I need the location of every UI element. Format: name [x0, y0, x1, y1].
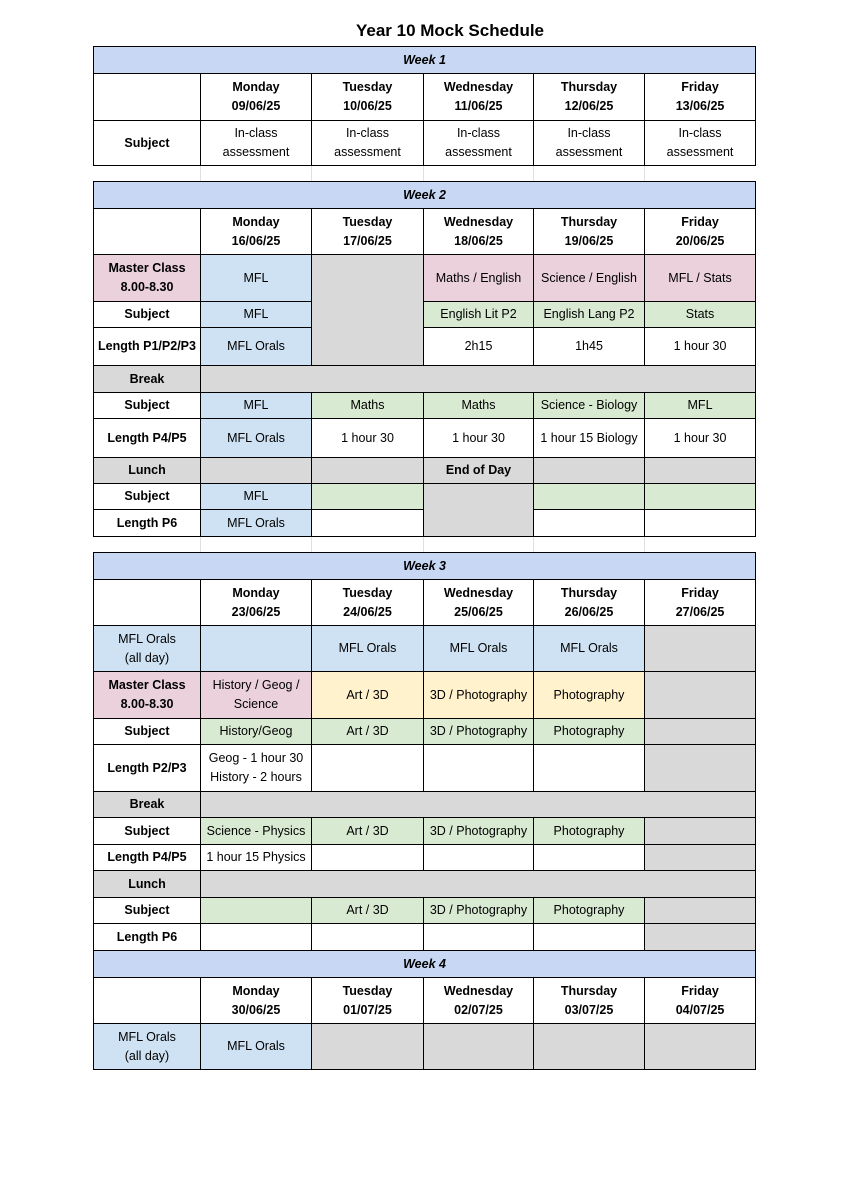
week3-mon-length1: Geog - 1 hour 30 History - 2 hours [201, 745, 312, 792]
gap-row [94, 166, 756, 182]
week3-subject3-row [94, 898, 756, 924]
week2-lunch-row [94, 458, 756, 484]
week2-master-label: Master Class 8.00-8.30 [94, 255, 201, 302]
week2-tue-subject3 [312, 484, 424, 510]
week2-wed-length2: 1 hour 30 [424, 419, 534, 458]
week3-break-label: Break [94, 792, 201, 818]
week2-header-row [94, 182, 756, 209]
week3-days-row [94, 580, 756, 626]
week2-fri-length2: 1 hour 30 [645, 419, 756, 458]
week4-title: Week 4 [94, 951, 756, 978]
week2-mon-length1: MFL Orals [201, 328, 312, 366]
week2-day-wednesday: Wednesday 18/06/25 [424, 209, 534, 255]
week3-fri-blocked [645, 626, 756, 672]
page-title: Year 10 Mock Schedule [355, 21, 545, 40]
week3-day-thursday: Thursday 26/06/25 [534, 580, 645, 626]
week2-day-thursday: Thursday 19/06/25 [534, 209, 645, 255]
week2-mon-length2: MFL Orals [201, 419, 312, 458]
week3-length2-label: Length P4/P5 [94, 845, 201, 871]
week4-orals-label: MFL Orals (all day) [94, 1024, 201, 1070]
week3-tue-master: Art / 3D [312, 672, 424, 719]
week3-thu-orals: MFL Orals [534, 626, 645, 672]
week2-length2-row [94, 419, 756, 458]
week2-lunch-label: Lunch [94, 458, 201, 484]
week1-tue-assessment: In-class assessment [312, 121, 424, 166]
week2-wed-length1: 2h15 [424, 328, 534, 366]
week2-length1-row [94, 328, 756, 366]
week1-subject-label: Subject [94, 121, 201, 166]
week3-orals-row [94, 626, 756, 672]
week3-orals-label: MFL Orals (all day) [94, 626, 201, 672]
week2-break-label: Break [94, 366, 201, 393]
week2-day-monday: Monday 16/06/25 [201, 209, 312, 255]
week3-day-tuesday: Tuesday 24/06/25 [312, 580, 424, 626]
week3-mon-subject2: Science - Physics [201, 818, 312, 845]
week3-length1-row [94, 745, 756, 792]
week2-subject2-label: Subject [94, 393, 201, 419]
week3-master-row [94, 672, 756, 719]
week2-subject1-row [94, 302, 756, 328]
week4-day-thursday: Thursday 03/07/25 [534, 978, 645, 1024]
week2-mon-subject1: MFL [201, 302, 312, 328]
week3-tue-subject3: Art / 3D [312, 898, 424, 924]
week4-day-monday: Monday 30/06/25 [201, 978, 312, 1024]
week1-days-row [94, 74, 756, 121]
week1-corner [94, 74, 201, 121]
week2-wed-subject2: Maths [424, 393, 534, 419]
week3-wed-subject2: 3D / Photography [424, 818, 534, 845]
week3-subject1-label: Subject [94, 719, 201, 745]
week4-day-friday: Friday 04/07/25 [645, 978, 756, 1024]
week3-thu-subject2: Photography [534, 818, 645, 845]
week2-subject3-label: Subject [94, 484, 201, 510]
week2-length1-label: Length P1/P2/P3 [94, 328, 201, 366]
week1-mon-assessment: In-class assessment [201, 121, 312, 166]
week2-thu-subject2: Science - Biology [534, 393, 645, 419]
week3-wed-orals: MFL Orals [424, 626, 534, 672]
week2-thu-master: Science / English [534, 255, 645, 302]
week1-title: Week 1 [94, 47, 756, 74]
week2-title: Week 2 [94, 182, 756, 209]
week1-day-thursday: Thursday 12/06/25 [534, 74, 645, 121]
week2-subject2-row [94, 393, 756, 419]
week1-day-wednesday: Wednesday 11/06/25 [424, 74, 534, 121]
week2-corner [94, 209, 201, 255]
week2-fri-master: MFL / Stats [645, 255, 756, 302]
week3-subject3-label: Subject [94, 898, 201, 924]
week1-day-monday: Monday 09/06/25 [201, 74, 312, 121]
week2-thu-length2: 1 hour 15 Biology [534, 419, 645, 458]
week3-corner [94, 580, 201, 626]
week2-thu-length1: 1h45 [534, 328, 645, 366]
week2-day-friday: Friday 20/06/25 [645, 209, 756, 255]
week2-subject3-row [94, 484, 756, 510]
week2-tue-subject2: Maths [312, 393, 424, 419]
week4-day-wednesday: Wednesday 02/07/25 [424, 978, 534, 1024]
week3-length2-row [94, 845, 756, 871]
week3-thu-master: Photography [534, 672, 645, 719]
week2-wed-blocked [424, 484, 534, 537]
week2-end-of-day: End of Day [424, 458, 534, 484]
week3-break-row [94, 792, 756, 818]
week3-tue-orals: MFL Orals [312, 626, 424, 672]
week3-day-monday: Monday 23/06/25 [201, 580, 312, 626]
week2-fri-subject1: Stats [645, 302, 756, 328]
gap-row [94, 537, 756, 553]
week3-day-wednesday: Wednesday 25/06/25 [424, 580, 534, 626]
week2-length2-label: Length P4/P5 [94, 419, 201, 458]
week2-fri-subject3 [645, 484, 756, 510]
week3-title: Week 3 [94, 553, 756, 580]
week4-orals-row [94, 1024, 756, 1070]
week3-length3-label: Length P6 [94, 924, 201, 951]
week2-break-row [94, 366, 756, 393]
week1-fri-assessment: In-class assessment [645, 121, 756, 166]
week3-mon-subject3 [201, 898, 312, 924]
week1-day-friday: Friday 13/06/25 [645, 74, 756, 121]
week1-header-row [94, 47, 756, 74]
week2-wed-subject1: English Lit P2 [424, 302, 534, 328]
week3-tue-subject1: Art / 3D [312, 719, 424, 745]
week2-day-tuesday: Tuesday 17/06/25 [312, 209, 424, 255]
week3-mon-length2: 1 hour 15 Physics [201, 845, 312, 871]
week3-mon-orals [201, 626, 312, 672]
week1-thu-assessment: In-class assessment [534, 121, 645, 166]
week2-length3-label: Length P6 [94, 510, 201, 537]
week4-days-row [94, 978, 756, 1024]
week4-mon-orals: MFL Orals [201, 1024, 312, 1070]
week2-mon-subject3: MFL [201, 484, 312, 510]
week3-lunch-row [94, 871, 756, 898]
week3-header-row [94, 553, 756, 580]
week2-mon-length3: MFL Orals [201, 510, 312, 537]
week3-master-label: Master Class 8.00-8.30 [94, 672, 201, 719]
week2-days-row [94, 209, 756, 255]
week2-wed-master: Maths / English [424, 255, 534, 302]
week1-wed-assessment: In-class assessment [424, 121, 534, 166]
week2-thu-subject1: English Lang P2 [534, 302, 645, 328]
week4-corner [94, 978, 201, 1024]
week3-subject2-row [94, 818, 756, 845]
week3-tue-subject2: Art / 3D [312, 818, 424, 845]
week2-tue-length2: 1 hour 30 [312, 419, 424, 458]
week2-fri-length1: 1 hour 30 [645, 328, 756, 366]
week2-thu-subject3 [534, 484, 645, 510]
week3-length1-label: Length P2/P3 [94, 745, 201, 792]
schedule-table [93, 46, 756, 1070]
week4-header-row [94, 951, 756, 978]
week2-master-row [94, 255, 756, 302]
week4-day-tuesday: Tuesday 01/07/25 [312, 978, 424, 1024]
week3-subject1-row [94, 719, 756, 745]
week3-mon-master: History / Geog / Science [201, 672, 312, 719]
week3-lunch-label: Lunch [94, 871, 201, 898]
week3-length3-row [94, 924, 756, 951]
week2-fri-subject2: MFL [645, 393, 756, 419]
week3-mon-subject1: History/Geog [201, 719, 312, 745]
week3-subject2-label: Subject [94, 818, 201, 845]
week2-tue-blocked [312, 255, 424, 366]
week3-thu-subject1: Photography [534, 719, 645, 745]
week3-wed-master: 3D / Photography [424, 672, 534, 719]
week1-subject-row [94, 121, 756, 166]
week3-day-friday: Friday 27/06/25 [645, 580, 756, 626]
week1-day-tuesday: Tuesday 10/06/25 [312, 74, 424, 121]
week2-mon-subject2: MFL [201, 393, 312, 419]
week3-thu-subject3: Photography [534, 898, 645, 924]
week2-mon-master: MFL [201, 255, 312, 302]
week3-wed-subject3: 3D / Photography [424, 898, 534, 924]
week3-wed-subject1: 3D / Photography [424, 719, 534, 745]
week2-subject1-label: Subject [94, 302, 201, 328]
